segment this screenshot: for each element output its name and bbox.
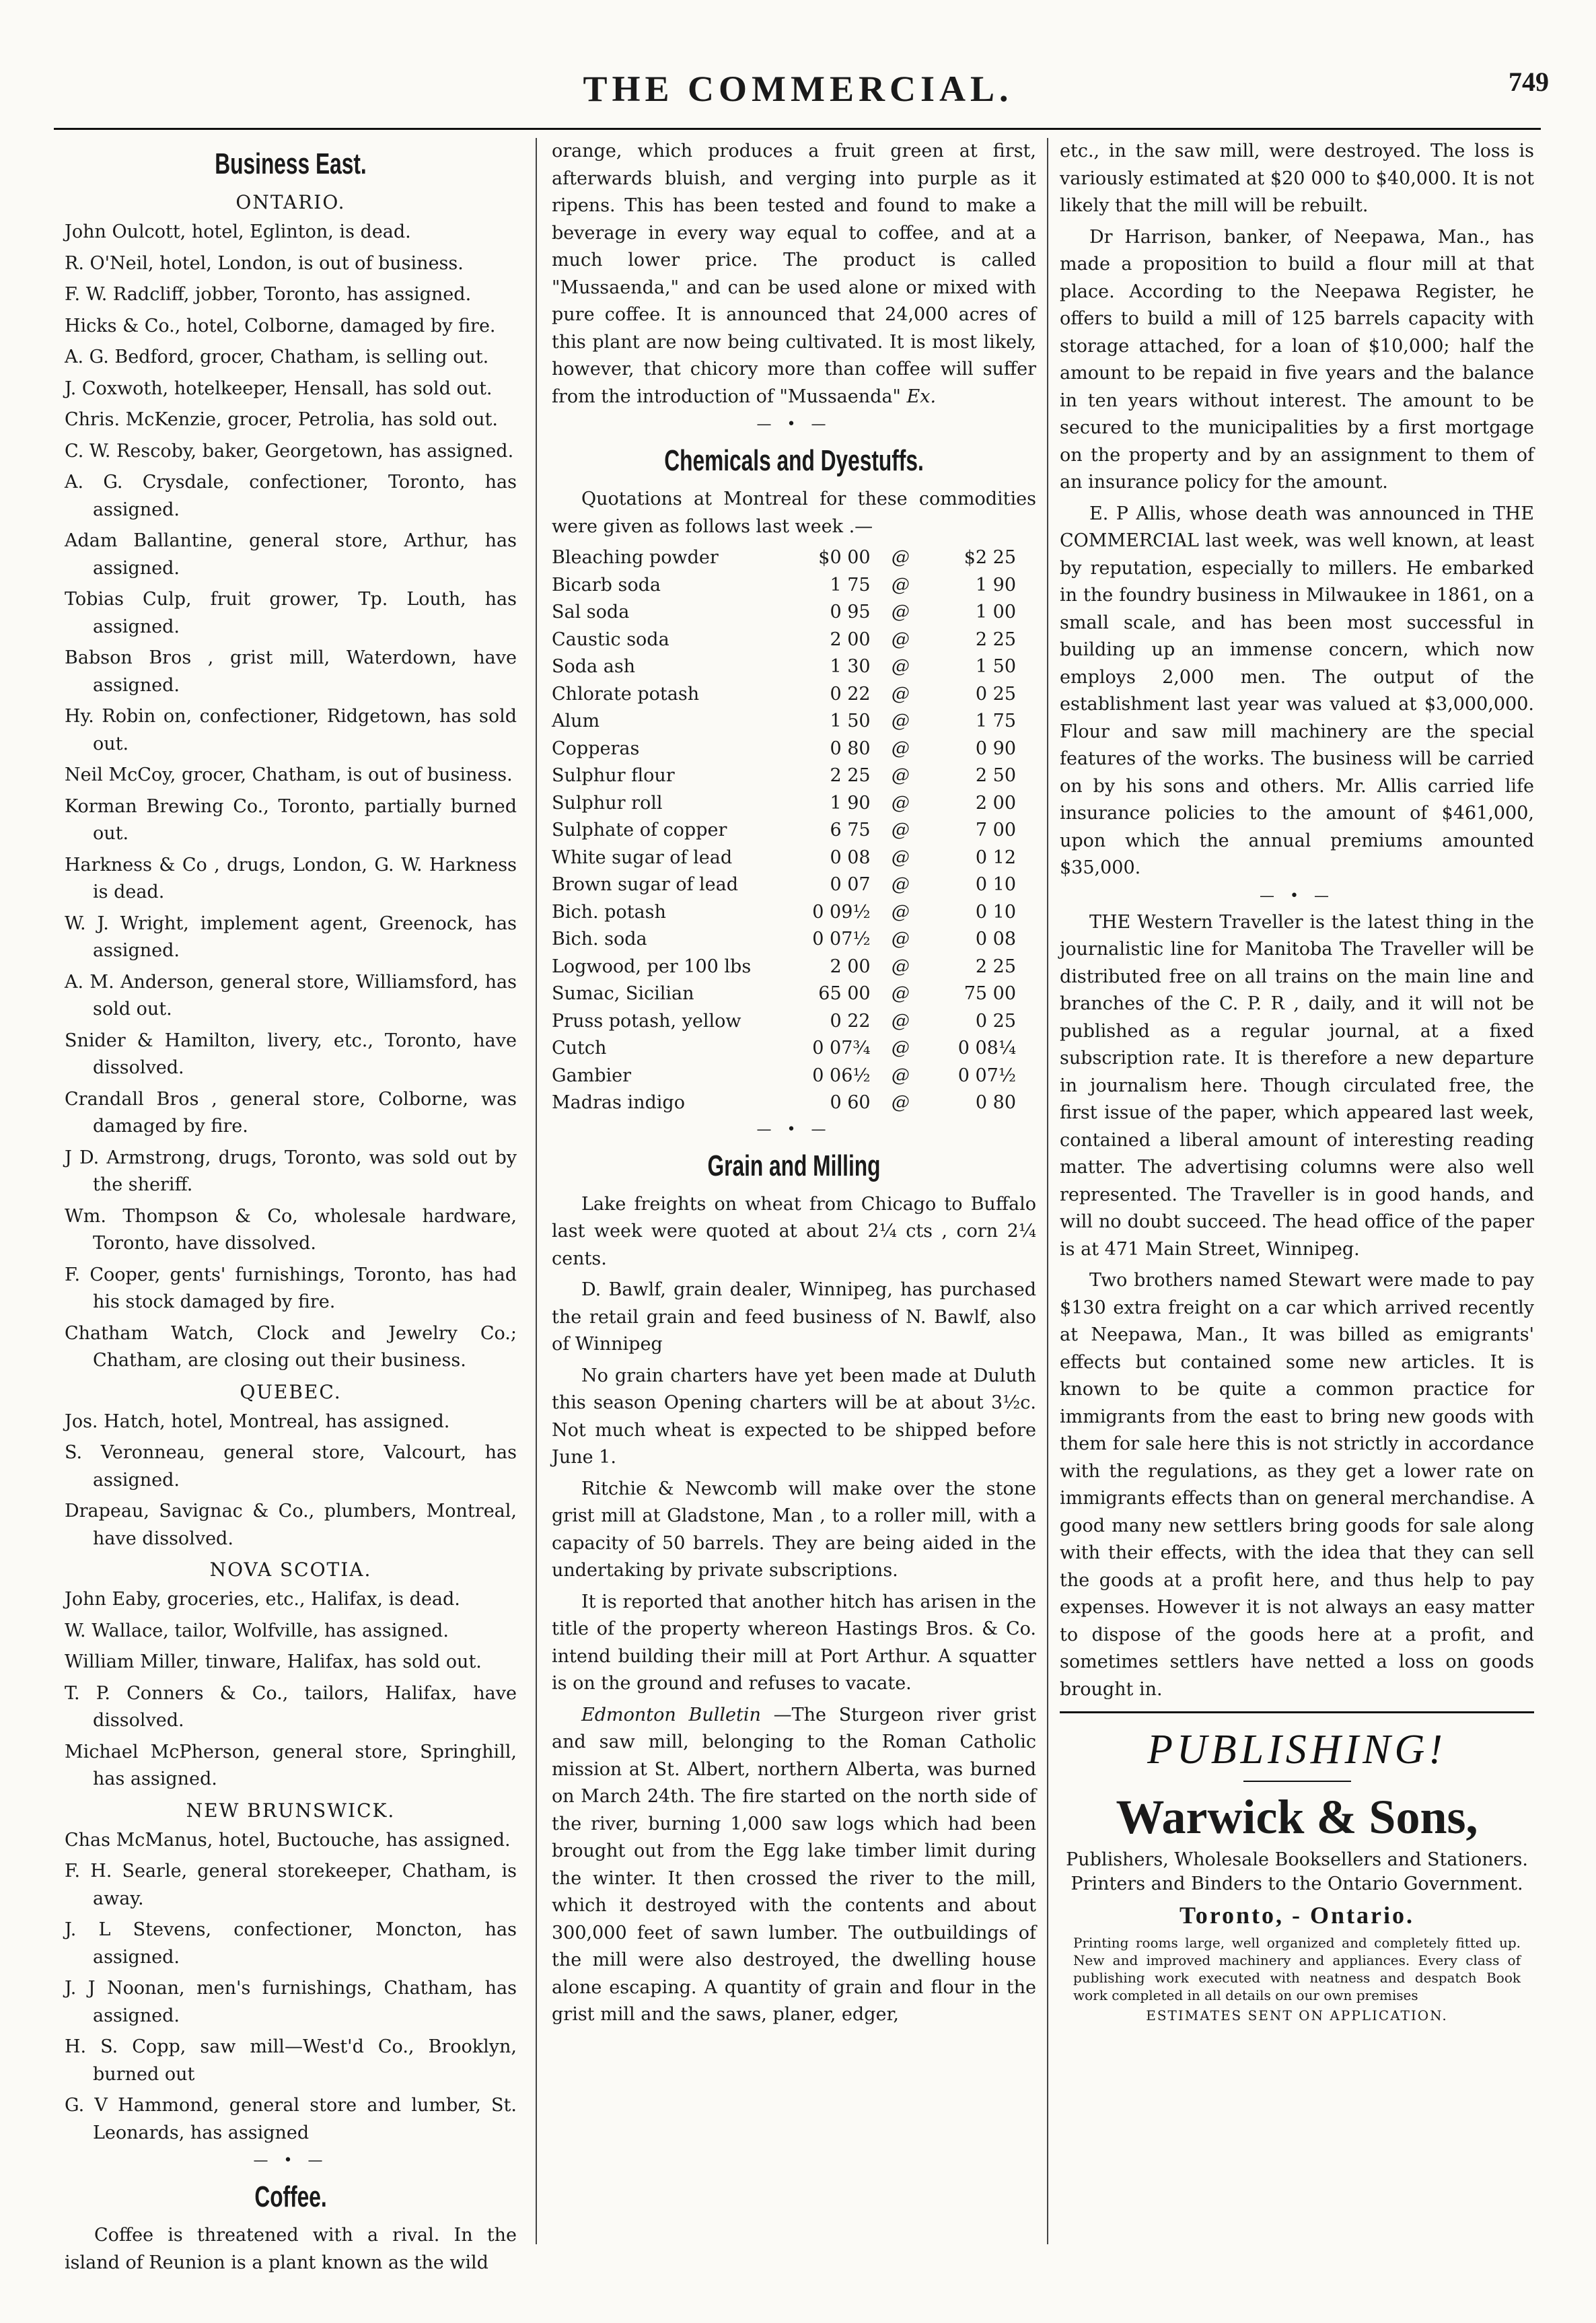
price-at: @ xyxy=(891,574,910,596)
grain-paragraph: It is reported that another hitch has arisen in the title of the property whereon Hastings Bros. & Co. intend building their mill at Port Arthur. A squatter is on the ground and refuses to vacate. xyxy=(552,1591,1036,1694)
grain-paragraph: Lake freights on wheat from Chicago to Buffalo last week were quoted at about 2¼ cts , corn 2¼ cents. xyxy=(552,1193,1036,1269)
price-row xyxy=(552,954,1036,981)
business-entry: John Oulcott, hotel, Eglinton, is dead. xyxy=(65,221,411,242)
region-heading: NEW BRUNSWICK. xyxy=(186,1799,396,1822)
business-entry: F. W. Radcliff, jobber, Toronto, has assigned. xyxy=(65,284,472,305)
price-row xyxy=(552,871,1036,899)
price-high: 0 25 xyxy=(975,1010,1016,1032)
business-entry: J D. Armstrong, drugs, Toronto, was sold out by the sheriff. xyxy=(65,1147,517,1195)
price-at: @ xyxy=(891,874,910,895)
column-3 xyxy=(1060,138,1534,2027)
price-high: 1 00 xyxy=(975,602,1016,622)
price-low: 1 90 xyxy=(830,792,871,814)
price-low: 0 08 xyxy=(830,847,871,868)
price-at: @ xyxy=(891,1038,910,1059)
price-low: 0 06½ xyxy=(812,1065,871,1086)
price-row xyxy=(552,1035,1036,1063)
commodity-name: Pruss potash, yellow xyxy=(552,1010,741,1032)
price-high: 0 80 xyxy=(975,1092,1016,1113)
price-row xyxy=(552,1089,1036,1117)
price-at: @ xyxy=(891,956,910,977)
edmonton-source: Edmonton Bulletin xyxy=(581,1704,761,1725)
price-at: @ xyxy=(891,602,910,622)
commodity-name: Copperas xyxy=(552,738,640,759)
business-entry: R. O'Neil, hotel, London, is out of business. xyxy=(65,252,464,274)
ad-estimates: ESTIMATES SENT ON APPLICATION. xyxy=(1146,2007,1448,2024)
business-entry: Neil McCoy, grocer, Chatham, is out of business. xyxy=(65,764,513,785)
price-row xyxy=(552,653,1036,681)
business-entry: Chris. McKenzie, grocer, Petrolia, has sold out. xyxy=(65,409,498,430)
business-entry: Babson Bros , grist mill, Waterdown, have assigned. xyxy=(65,647,517,696)
coffee-continued: orange, which produces a fruit green at first, afterwards bluish, and verging into purple as it ripens. This has been tested and found to make a beverage in every way equal to coffee, and at a much lower price. The product is called "Mussaenda," and can be used alone or mixed with pure coffee. It is announced that 24,000 acres of this plant are now being cultivated. It is most likely, however, that chicory more than coffee will suffer from the introduction of "Mussaenda" Ex. xyxy=(552,141,1036,407)
price-high: 0 08¼ xyxy=(957,1038,1016,1059)
commodity-name: Sumac, Sicilian xyxy=(552,983,694,1004)
price-row xyxy=(552,599,1036,627)
business-entry: Tobias Culp, fruit grower, Tp. Louth, has assigned. xyxy=(65,589,517,637)
price-at: @ xyxy=(891,1010,910,1032)
price-row xyxy=(552,926,1036,954)
business-entry: J. J Noonan, men's furnishings, Chatham, has assigned. xyxy=(65,1978,517,2026)
price-high: 2 50 xyxy=(975,765,1016,786)
column-divider-1 xyxy=(536,138,537,2244)
commodity-name: Logwood, per 100 lbs xyxy=(552,956,752,977)
commodity-name: Gambier xyxy=(552,1065,632,1086)
price-high: $2 25 xyxy=(964,547,1016,568)
price-row xyxy=(552,762,1036,790)
chemicals-heading: Chemicals and Dyestuffs. xyxy=(664,444,924,477)
section-separator: — • — xyxy=(756,1120,832,1138)
price-low: 6 75 xyxy=(830,820,871,841)
price-low: 2 00 xyxy=(830,629,871,650)
price-at: @ xyxy=(891,547,910,568)
price-at: @ xyxy=(891,820,910,841)
price-low: 1 75 xyxy=(830,574,871,596)
business-entry: H. S. Copp, saw mill—West'd Co., Brooklyn, burned out xyxy=(65,2036,517,2085)
price-high: 0 12 xyxy=(975,847,1016,868)
business-entry: Snider & Hamilton, livery, etc., Toronto, have dissolved. xyxy=(65,1030,517,1078)
business-entry: W. Wallace, tailor, Wolfville, has assigned. xyxy=(65,1620,449,1641)
business-entry: Wm. Thompson & Co, wholesale hardware, Toronto, have dissolved. xyxy=(65,1205,517,1254)
business-entry: C. W. Rescoby, baker, Georgetown, has assigned. xyxy=(65,440,514,462)
price-low: 0 22 xyxy=(830,683,871,705)
price-low: $0 00 xyxy=(818,547,871,568)
price-high: 2 00 xyxy=(975,792,1016,814)
business-entry: W. J. Wright, implement agent, Greenock, has assigned. xyxy=(65,913,517,961)
price-row xyxy=(552,817,1036,845)
price-high: 0 10 xyxy=(975,874,1016,895)
commodity-name: Madras indigo xyxy=(552,1092,685,1113)
region-heading: ONTARIO. xyxy=(235,191,346,213)
commodity-name: Bleaching powder xyxy=(552,547,719,568)
price-low: 0 09½ xyxy=(812,901,871,923)
ad-fine-print: Printing rooms large, well organized and completely fitted up. New and improved machinery and appliances. Every class of publishing work executed with neatness and despatch Book work completed in all details on our own premises xyxy=(1073,1935,1521,2003)
business-entry: Harkness & Co , drugs, London, G. W. Harkness is dead. xyxy=(65,854,517,902)
coffee-text: Coffee is threatened with a rival. In the island of Reunion is a plant known as the wild xyxy=(65,2225,517,2273)
stewart-freight-article: Two brothers named Stewart were made to pay $130 extra freight on a car which arrived recently at Neepawa, Man., It was billed as emigrants' effects but contained some new articles. It is known to be quite a common practice for immigrants from the east to bring new goods with them for sale here this is not strictly in accordance with the regulations, as they get a lower rate on immigrants effects than on general merchandise. A good many new settlers bring goods for sale along with their effects, with the idea that they can sell the goods at a profit here, and thus help to pay expenses. However it is not always an easy matter to dispose of the goods here at a profit, and sometimes settlers have netted a loss on goods brought in. xyxy=(1060,1270,1534,1700)
price-row xyxy=(552,790,1036,818)
price-row xyxy=(552,627,1036,654)
masthead-rule xyxy=(54,128,1541,130)
price-low: 0 80 xyxy=(830,738,871,759)
newspaper-title: THE COMMERCIAL. xyxy=(583,69,1013,109)
commodity-name: Alum xyxy=(552,711,600,731)
business-entry: A. G. Bedford, grocer, Chatham, is selling out. xyxy=(65,347,489,367)
commodity-name: Sulphur roll xyxy=(552,792,663,814)
price-row xyxy=(552,736,1036,763)
price-at: @ xyxy=(891,929,910,950)
edmonton-article: Edmonton Bulletin —The Sturgeon river grist and saw mill, belonging to the Roman Catholic mission at St. Albert, northern Alberta, was burned on March 24th. The fire started on the north side of the river, burning 1,000 saw logs which had been brought out from the Egg lake timber limit during the winter. It then crossed the river to the mill, which it destroyed with the contents and about 300,000 feet of sawn lumber. The outbuildings of the mill were also destroyed, the dwelling house alone escaping. A quantity of grain and flour in the grist mill and the saws, planer, edger, xyxy=(552,1704,1037,2025)
grain-articles xyxy=(552,1191,1036,1698)
mill-loss-text: etc., in the saw mill, were destroyed. The loss is variously estimated at $20 000 to $40,000. It is not likely that the mill will be rebuilt. xyxy=(1060,141,1534,216)
commodity-name: Sulphate of copper xyxy=(552,820,727,841)
ad-headline: PUBLISHING! xyxy=(1147,1727,1447,1773)
price-low: 1 30 xyxy=(830,656,871,677)
grain-heading: Grain and Milling xyxy=(707,1149,881,1182)
price-low: 0 95 xyxy=(830,602,871,622)
price-at: @ xyxy=(891,792,910,814)
price-high: 0 07½ xyxy=(957,1065,1016,1086)
commodity-name: Bich. potash xyxy=(552,901,666,923)
region-heading: NOVA SCOTIA. xyxy=(209,1559,372,1581)
price-high: 1 90 xyxy=(975,574,1016,596)
ad-rule xyxy=(1243,1781,1351,1782)
price-low: 0 22 xyxy=(830,1010,871,1032)
business-entry: T. P. Conners & Co., tailors, Halifax, have dissolved. xyxy=(65,1682,517,1731)
business-entry: Chas McManus, hotel, Buctouche, has assigned. xyxy=(65,1829,511,1851)
allis-obituary: E. P Allis, whose death was announced in THE COMMERCIAL last week, was well known, at least by reputation, especially to millers. He embarked in the foundry business in Milwaukee in 1861, on a small scale, and has been most successful in building up an immense concern, which now employs 2,000 men. The output of the establishment last year was valued at $3,000,000. Flour and saw mill machinery are the special features of the works. The business will be carried on by his sons and others. Mr. Allis carried life insurance policies to the amount of $461,000, upon which the annual premiums amounted $35,000. xyxy=(1060,503,1534,878)
ad-city: Toronto, - Ontario. xyxy=(1179,1902,1415,1929)
price-row xyxy=(552,708,1036,736)
price-at: @ xyxy=(891,629,910,650)
chemicals-price-table xyxy=(552,544,1036,1117)
price-row xyxy=(552,544,1036,572)
grain-paragraph: No grain charters have yet been made at Duluth this season Opening charters will be at about 3½c. Not much wheat is expected to be shipped before June 1. xyxy=(552,1365,1036,1468)
price-row xyxy=(552,899,1036,927)
business-entry: William Miller, tinware, Halifax, has sold out. xyxy=(65,1651,482,1672)
business-entry: A. M. Anderson, general store, Williamsford, has sold out. xyxy=(65,971,517,1020)
commodity-name: Caustic soda xyxy=(552,629,669,650)
price-row xyxy=(552,1063,1036,1090)
chemicals-intro: Quotations at Montreal for these commodities were given as follows last week .— xyxy=(552,489,1036,537)
business-east-heading: Business East. xyxy=(215,147,367,180)
commodity-name: Soda ash xyxy=(552,656,636,677)
price-at: @ xyxy=(891,1065,910,1086)
price-low: 0 60 xyxy=(830,1092,871,1113)
business-entry: Hicks & Co., hotel, Colborne, damaged by fire. xyxy=(65,315,496,336)
price-low: 2 25 xyxy=(830,765,871,786)
price-low: 0 07 xyxy=(830,874,871,895)
business-entry: J. Coxwoth, hotelkeeper, Hensall, has sold out. xyxy=(65,378,493,399)
price-at: @ xyxy=(891,983,910,1004)
commodity-name: Chlorate potash xyxy=(552,683,700,705)
price-low: 1 50 xyxy=(830,711,871,731)
price-high: 7 00 xyxy=(975,820,1016,841)
section-separator: — • — xyxy=(756,416,832,433)
western-traveller-article: THE Western Traveller is the latest thing in the journalistic line for Manitoba The Traveller will be distributed free on all trains on the main line and branches of the C. P. R , daily, and it will not be published as a regular journal, at a fixed subscription rate. It is therefore a new departure in journalism here. Though circulated free, the first issue of the paper, which appeared last week, contained a liberal amount of interesting reading matter. The advertising columns were also well represented. The Traveller is in good hands, and will no doubt succeed. The head office of the paper is at 471 Main Street, Winnipeg. xyxy=(1060,911,1534,1260)
price-high: 0 10 xyxy=(975,901,1016,923)
business-entry: Michael McPherson, general store, Springhill, has assigned. xyxy=(65,1741,517,1789)
price-high: 2 25 xyxy=(975,956,1016,977)
price-low: 2 00 xyxy=(830,956,871,977)
price-high: 0 25 xyxy=(975,683,1016,705)
price-at: @ xyxy=(891,738,910,759)
masthead xyxy=(0,62,1596,116)
grain-paragraph: Ritchie & Newcomb will make over the stone grist mill at Gladstone, Man , to a roller mill, with a capacity of 50 barrels. They are being aided in the undertaking by private subscriptions. xyxy=(552,1478,1036,1581)
warwick-advertisement xyxy=(1060,1723,1534,2027)
ad-firm-name: Warwick & Sons, xyxy=(1116,1790,1478,1844)
price-at: @ xyxy=(891,711,910,731)
section-separator: — • — xyxy=(1260,887,1334,904)
business-entry: Chatham Watch, Clock and Jewelry Co.; Chatham, are closing out their business. xyxy=(65,1322,517,1371)
price-at: @ xyxy=(891,1092,910,1113)
price-row xyxy=(552,980,1036,1008)
business-entry: John Eaby, groceries, etc., Halifax, is dead. xyxy=(65,1589,460,1610)
business-entry: Drapeau, Savignac & Co., plumbers, Montreal, have dissolved. xyxy=(65,1501,517,1549)
price-high: 1 50 xyxy=(975,656,1016,677)
business-entry: Crandall Bros , general store, Colborne, was damaged by fire. xyxy=(65,1088,517,1137)
region-heading: QUEBEC. xyxy=(240,1380,342,1403)
neepawa-mill-article: Dr Harrison, banker, of Neepawa, Man., has made a proposition to build a flour mill at that place. According to the Neepawa Register, he offers to build a mill of 125 barrels capacity with storage attached, for a loan of $10,000; half the amount to be repaid in five years and the balance in ten years without interest. The amount to be secured to the municipalities by a first mortgage on the property and by an assignment to them of an insurance policy for the amount. xyxy=(1060,226,1534,493)
business-east-list xyxy=(65,189,517,2147)
section-separator: — • — xyxy=(253,2152,328,2169)
coffee-heading: Coffee. xyxy=(254,2180,327,2213)
ad-description: Publishers, Wholesale Booksellers and Stationers. Printers and Binders to the Ontario Government. xyxy=(1066,1849,1528,1894)
price-row xyxy=(552,681,1036,709)
price-at: @ xyxy=(891,656,910,677)
commodity-name: Cutch xyxy=(552,1038,607,1059)
commodity-name: Sulphur flour xyxy=(552,765,675,786)
grain-paragraph: D. Bawlf, grain dealer, Winnipeg, has purchased the retail grain and feed business of N. Bawlf, also of Winnipeg xyxy=(552,1279,1036,1355)
price-low: 0 07¾ xyxy=(812,1038,871,1059)
price-at: @ xyxy=(891,765,910,786)
business-entry: Jos. Hatch, hotel, Montreal, has assigned. xyxy=(65,1410,450,1432)
advert-rule xyxy=(1060,1711,1534,1713)
business-entry: Korman Brewing Co., Toronto, partially burned out. xyxy=(65,795,517,844)
commodity-name: White sugar of lead xyxy=(552,847,733,868)
page-number: 749 xyxy=(1509,67,1549,97)
column-1 xyxy=(65,138,517,2281)
price-low: 0 07½ xyxy=(812,929,871,950)
business-entry: F. H. Searle, general storekeeper, Chatham, is away. xyxy=(65,1861,517,1909)
price-row xyxy=(552,1008,1036,1036)
business-entry: G. V Hammond, general store and lumber, St. Leonards, has assigned xyxy=(65,2095,517,2143)
price-at: @ xyxy=(891,683,910,705)
column-divider-2 xyxy=(1047,138,1048,2244)
price-high: 1 75 xyxy=(975,711,1016,731)
business-entry: J. L Stevens, confectioner, Moncton, has assigned. xyxy=(65,1919,517,1968)
business-entry: Hy. Robin on, confectioner, Ridgetown, has sold out. xyxy=(65,706,517,754)
commodity-name: Brown sugar of lead xyxy=(552,874,739,895)
commodity-name: Sal soda xyxy=(552,602,630,622)
business-entry: A. G. Crysdale, confectioner, Toronto, has assigned. xyxy=(65,472,517,520)
price-at: @ xyxy=(891,847,910,868)
commodity-name: Bich. soda xyxy=(552,929,647,950)
price-high: 0 90 xyxy=(975,738,1016,759)
price-row xyxy=(552,845,1036,872)
price-high: 75 00 xyxy=(964,983,1016,1004)
business-entry: F. Cooper, gents' furnishings, Toronto, has had his stock damaged by fire. xyxy=(65,1264,517,1312)
column-2 xyxy=(552,138,1036,2033)
price-row xyxy=(552,572,1036,600)
business-entry: Adam Ballantine, general store, Arthur, has assigned. xyxy=(65,530,517,579)
coffee-source: Ex. xyxy=(906,386,937,407)
business-entry: S. Veronneau, general store, Valcourt, has assigned. xyxy=(65,1442,517,1491)
price-high: 2 25 xyxy=(975,629,1016,650)
price-high: 0 08 xyxy=(975,929,1016,950)
price-low: 65 00 xyxy=(818,983,871,1004)
commodity-name: Bicarb soda xyxy=(552,574,661,596)
price-at: @ xyxy=(891,901,910,923)
